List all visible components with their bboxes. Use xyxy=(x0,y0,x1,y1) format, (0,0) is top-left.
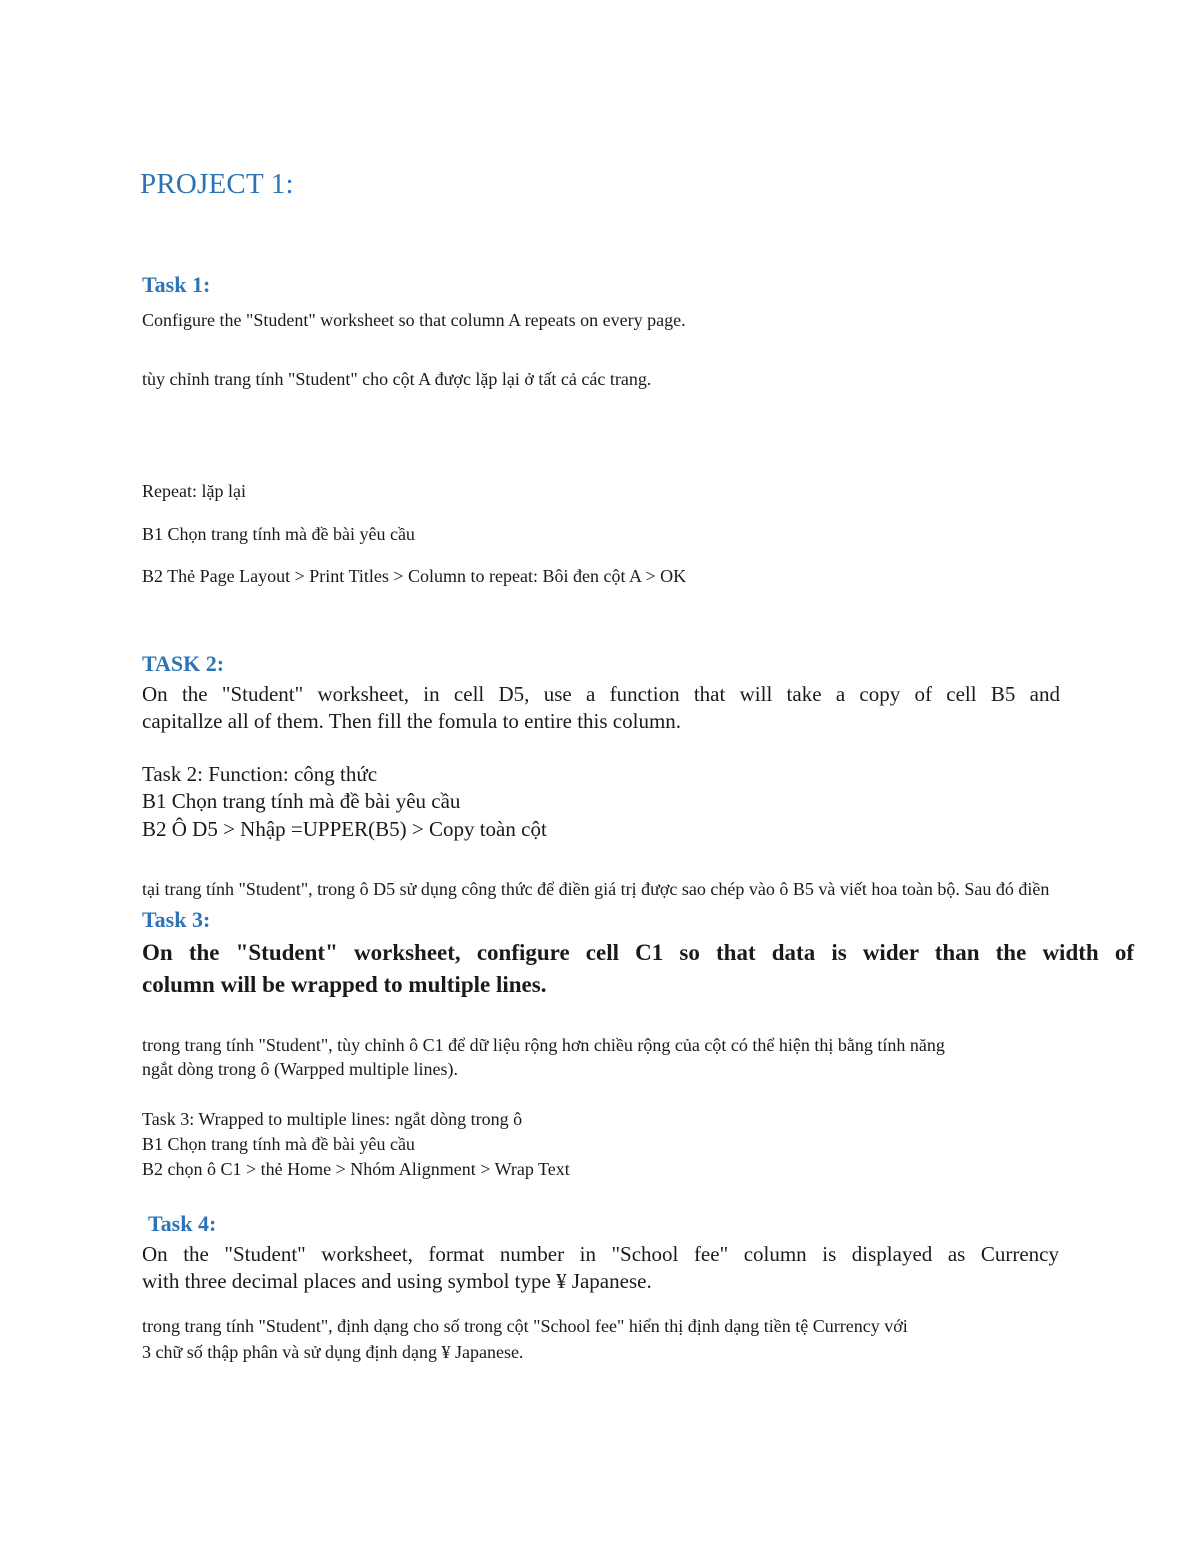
task4-english-line-2: with three decimal places and using symbol type ¥ Japanese. xyxy=(142,1269,652,1293)
task3-vietnamese-line-2: ngắt dòng trong ô (Warpped multiple lines). xyxy=(142,1059,458,1079)
task2-english-line-1: On the "Student" worksheet, in cell D5, use a function that will take a copy of cell B5 and xyxy=(142,682,1060,706)
task3-vietnamese-line-1: trong trang tính "Student", tùy chỉnh ô C1 để dữ liệu rộng hơn chiều rộng của cột có thể hiện thị bằng tính năng xyxy=(142,1035,945,1055)
task3-note-step2: B2 chọn ô C1 > thẻ Home > Nhóm Alignment > Wrap Text xyxy=(142,1159,570,1179)
task2-note-function: Task 2: Function: công thức xyxy=(142,762,378,786)
task4-vietnamese-line-1: trong trang tính "Student", định dạng cho số trong cột "School fee" hiển thị định dạng tiền tệ Currency với xyxy=(142,1316,908,1336)
task1-heading: Task 1: xyxy=(142,272,211,297)
task4-heading: Task 4: xyxy=(148,1211,217,1236)
task3-english-line-2: column will be wrapped to multiple lines. xyxy=(142,972,547,997)
task1-english: Configure the "Student" worksheet so that column A repeats on every page. xyxy=(142,310,686,330)
task1-note-step1: B1 Chọn trang tính mà đề bài yêu cầu xyxy=(142,524,415,544)
task3-english-line-1: On the "Student" worksheet, configure cell C1 so that data is wider than the width of xyxy=(142,940,1134,965)
task1-vietnamese: tùy chỉnh trang tính "Student" cho cột A được lặp lại ở tất cả các trang. xyxy=(142,369,652,389)
task3-note-step1: B1 Chọn trang tính mà đề bài yêu cầu xyxy=(142,1134,415,1154)
project-title: PROJECT 1: xyxy=(140,168,294,200)
task3-heading: Task 3: xyxy=(142,907,211,932)
task1-note-repeat: Repeat: lặp lại xyxy=(142,481,246,501)
task4-english-line-1: On the "Student" worksheet, format number in "School fee" column is displayed as Currency xyxy=(142,1242,1059,1266)
task3-note-wrapped: Task 3: Wrapped to multiple lines: ngắt dòng trong ô xyxy=(142,1109,523,1129)
task4-vietnamese-line-2: 3 chữ số thập phân và sử dụng định dạng ¥ Japanese. xyxy=(142,1342,524,1362)
task1-note-step2: B2 Thẻ Page Layout > Print Titles > Column to repeat: Bôi đen cột A > OK xyxy=(142,566,687,586)
task2-heading: TASK 2: xyxy=(142,651,225,676)
task2-vietnamese: tại trang tính "Student", trong ô D5 sử dụng công thức để điền giá trị được sao chép vào ô B5 và viết hoa toàn bộ. Sau đó điền xyxy=(142,879,1050,899)
task2-note-step2: B2 Ô D5 > Nhập =UPPER(B5) > Copy toàn cột xyxy=(142,817,547,841)
task2-note-step1: B1 Chọn trang tính mà đề bài yêu cầu xyxy=(142,789,461,813)
task2-english-line-2: capitallze all of them. Then fill the fomula to entire this column. xyxy=(142,709,682,733)
